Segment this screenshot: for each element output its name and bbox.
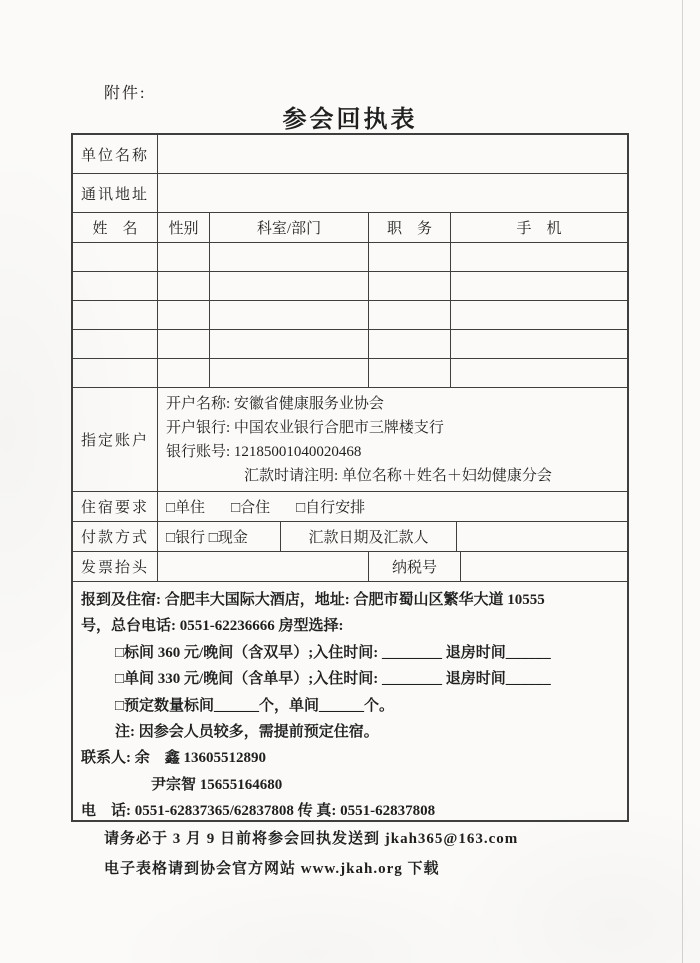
remit-date-value-cell [457,522,627,551]
contact-person-1: 联系人: 余 鑫 13605512890 [81,750,266,767]
payment-options-cell: □银行 □现金 [158,522,281,551]
invoice-title-row [73,552,627,582]
personnel-empty-row [73,359,627,388]
unit-name-value-cell [158,135,627,173]
col-header-position: 职 务 [369,213,451,242]
attachment-label: 附件: [104,85,147,102]
col-header-mobile: 手 机 [516,221,562,237]
designated-account-label: 指定账户 [73,388,158,491]
checkbox-option-self-arranged: □自行安排 [296,500,366,516]
invoice-title-label: 发票抬头 [73,552,158,581]
hotel-and-contact-cell [73,582,627,820]
hotel-intro-line-2: 号，总台电话: 0551-62236666 房型选择: [81,618,344,635]
col-header-name: 姓 名 [73,213,158,242]
col-header-gender: 性别 [158,213,210,242]
account-name-line: 开户名称: 安徽省健康服务业协会 [166,396,384,412]
invoice-title-value-cell [158,552,369,581]
unit-name-label: 单位名称 [73,135,158,173]
remit-date-label: 汇款日期及汇款人 [281,522,457,551]
tax-number-label: 纳税号 [369,552,461,581]
personnel-empty-row [73,272,627,301]
personnel-empty-row [73,330,627,359]
footer-line-1: 请务必于 3 月 9 日前将参会回执发送到 jkah365@163.com [104,831,519,847]
room-option-standard: □标间 360 元/晚间（含双早）;入住时间: ________ 退房时间______ [115,644,551,661]
phone-fax-line: 电 话: 0551-62837365/62837808 传 真: 0551-62837808 [81,803,436,820]
checkbox-option-single-stay: □单住 [166,500,206,516]
footer-note [104,824,518,884]
personnel-empty-row [73,243,627,272]
account-number-line: 银行账号: 12185001040020468 [166,444,362,460]
lodging-label: 住宿要求 [73,492,158,521]
room-option-quantity: □预定数量标间______个，单间______个。 [115,697,395,714]
payment-label: 付款方式 [73,522,158,551]
scan-edge-artifact [682,0,683,963]
booking-note: 注: 因参会人员较多，需提前预定住宿。 [115,724,379,741]
tax-number-value-cell [461,552,627,581]
hotel-and-contact-row [73,582,627,820]
payment-method-row [73,522,627,552]
room-option-single: □单间 330 元/晚间（含单早）;入住时间: ________ 退房时间______ [115,671,551,688]
designated-account-details [158,388,627,491]
unit-name-row [73,135,627,174]
personnel-header-row [73,213,627,243]
account-bank-line: 开户银行: 中国农业银行合肥市三牌楼支行 [166,420,444,436]
reply-form-table [71,133,629,822]
footer-line-2: 电子表格请到协会官方网站 www.jkah.org 下载 [104,861,440,877]
checkbox-option-shared-stay: □合住 [231,500,271,516]
hotel-intro-line-1: 报到及住宿: 合肥丰大国际大酒店，地址: 合肥市蜀山区繁华大道 10555 [81,592,545,608]
col-header-department: 科室/部门 [210,213,369,242]
page-title: 参会回执表 [282,107,418,133]
address-label: 通讯地址 [73,174,158,212]
contact-person-2: 尹宗智 15655164680 [151,776,283,793]
lodging-options-cell [158,492,627,521]
remittance-note-line: 汇款时请注明: 单位名称＋姓名＋妇幼健康分会 [244,468,552,484]
designated-account-row [73,388,627,492]
address-value-cell [158,174,627,212]
lodging-requirement-row [73,492,627,522]
personnel-empty-row [73,301,627,330]
address-row [73,174,627,213]
